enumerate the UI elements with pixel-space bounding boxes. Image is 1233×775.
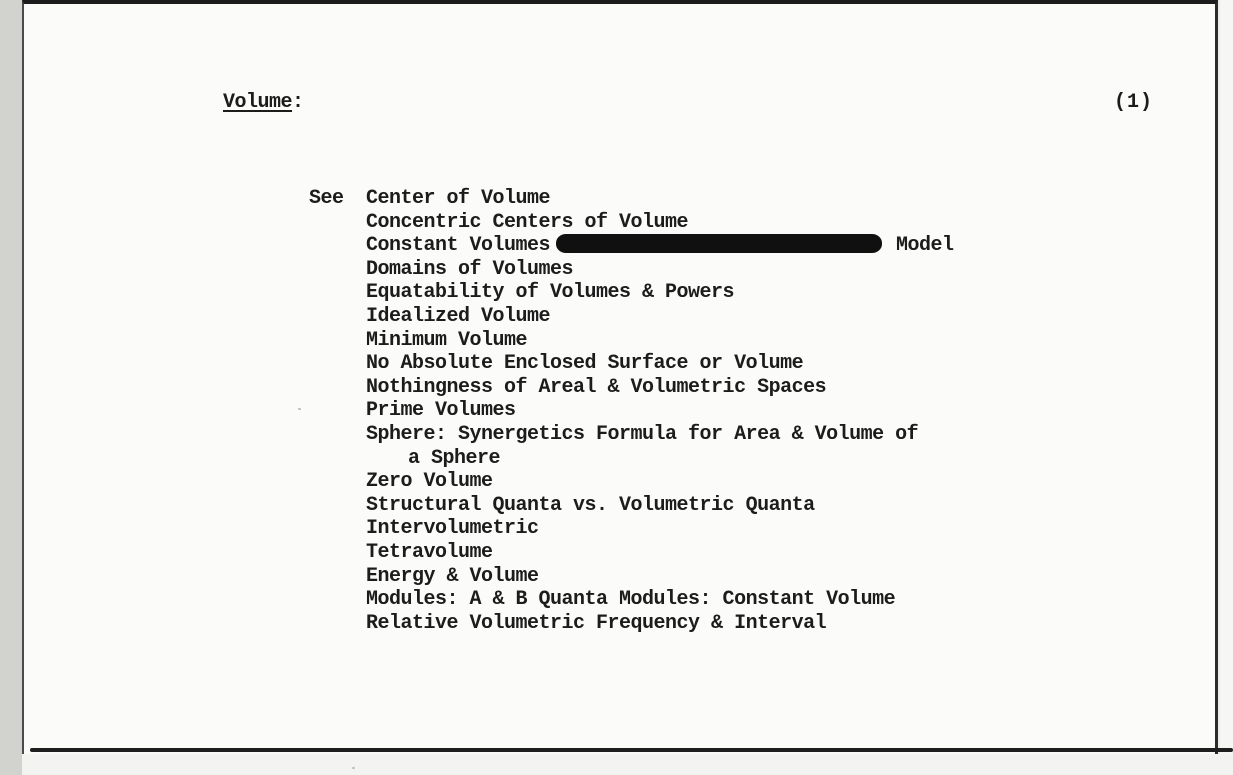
list-item: Structural Quanta vs. Volumetric Quanta	[366, 493, 815, 517]
list-item: Concentric Centers of Volume	[366, 210, 689, 234]
list-item: Modules: A & B Quanta Modules: Constant Volume	[366, 588, 896, 612]
list-item: Energy & Volume	[366, 564, 539, 588]
scan-right-edge	[1220, 0, 1233, 775]
card-number: (1)	[1114, 91, 1154, 114]
scan-lower-strip	[22, 754, 1233, 775]
scan-speck	[298, 408, 301, 410]
scan-left-gutter	[0, 0, 22, 775]
list-item-text: Constant Volumes	[366, 234, 551, 258]
card-bottom-rule	[30, 748, 1233, 752]
redaction-mark	[556, 234, 882, 253]
see-label: See	[309, 187, 344, 210]
list-item: Relative Volumetric Frequency & Interval	[366, 611, 827, 635]
list-item: Domains of Volumes	[366, 257, 574, 281]
list-item: Center of Volume	[366, 187, 551, 210]
list-item: Equatability of Volumes & Powers	[366, 281, 735, 305]
card-heading	[223, 91, 304, 114]
list-item: Nothingness of Areal & Volumetric Spaces	[366, 375, 827, 399]
list-item: Sphere: Synergetics Formula for Area & Volume of	[366, 422, 919, 446]
scan-speck	[352, 767, 355, 769]
list-item	[366, 234, 954, 258]
list-item: Tetravolume	[366, 540, 493, 564]
list-item: Minimum Volume	[366, 328, 528, 352]
list-item: No Absolute Enclosed Surface or Volume	[366, 352, 804, 376]
list-item: Idealized Volume	[366, 304, 551, 328]
heading-colon: :	[292, 91, 304, 114]
cross-reference-list	[366, 187, 954, 635]
list-item-text: Model	[896, 234, 954, 258]
heading-word: Volume	[223, 91, 293, 114]
list-item: Intervolumetric	[366, 517, 539, 541]
list-item-continuation: a Sphere	[408, 446, 501, 470]
list-item: Zero Volume	[366, 470, 493, 494]
list-item: Prime Volumes	[366, 399, 516, 423]
